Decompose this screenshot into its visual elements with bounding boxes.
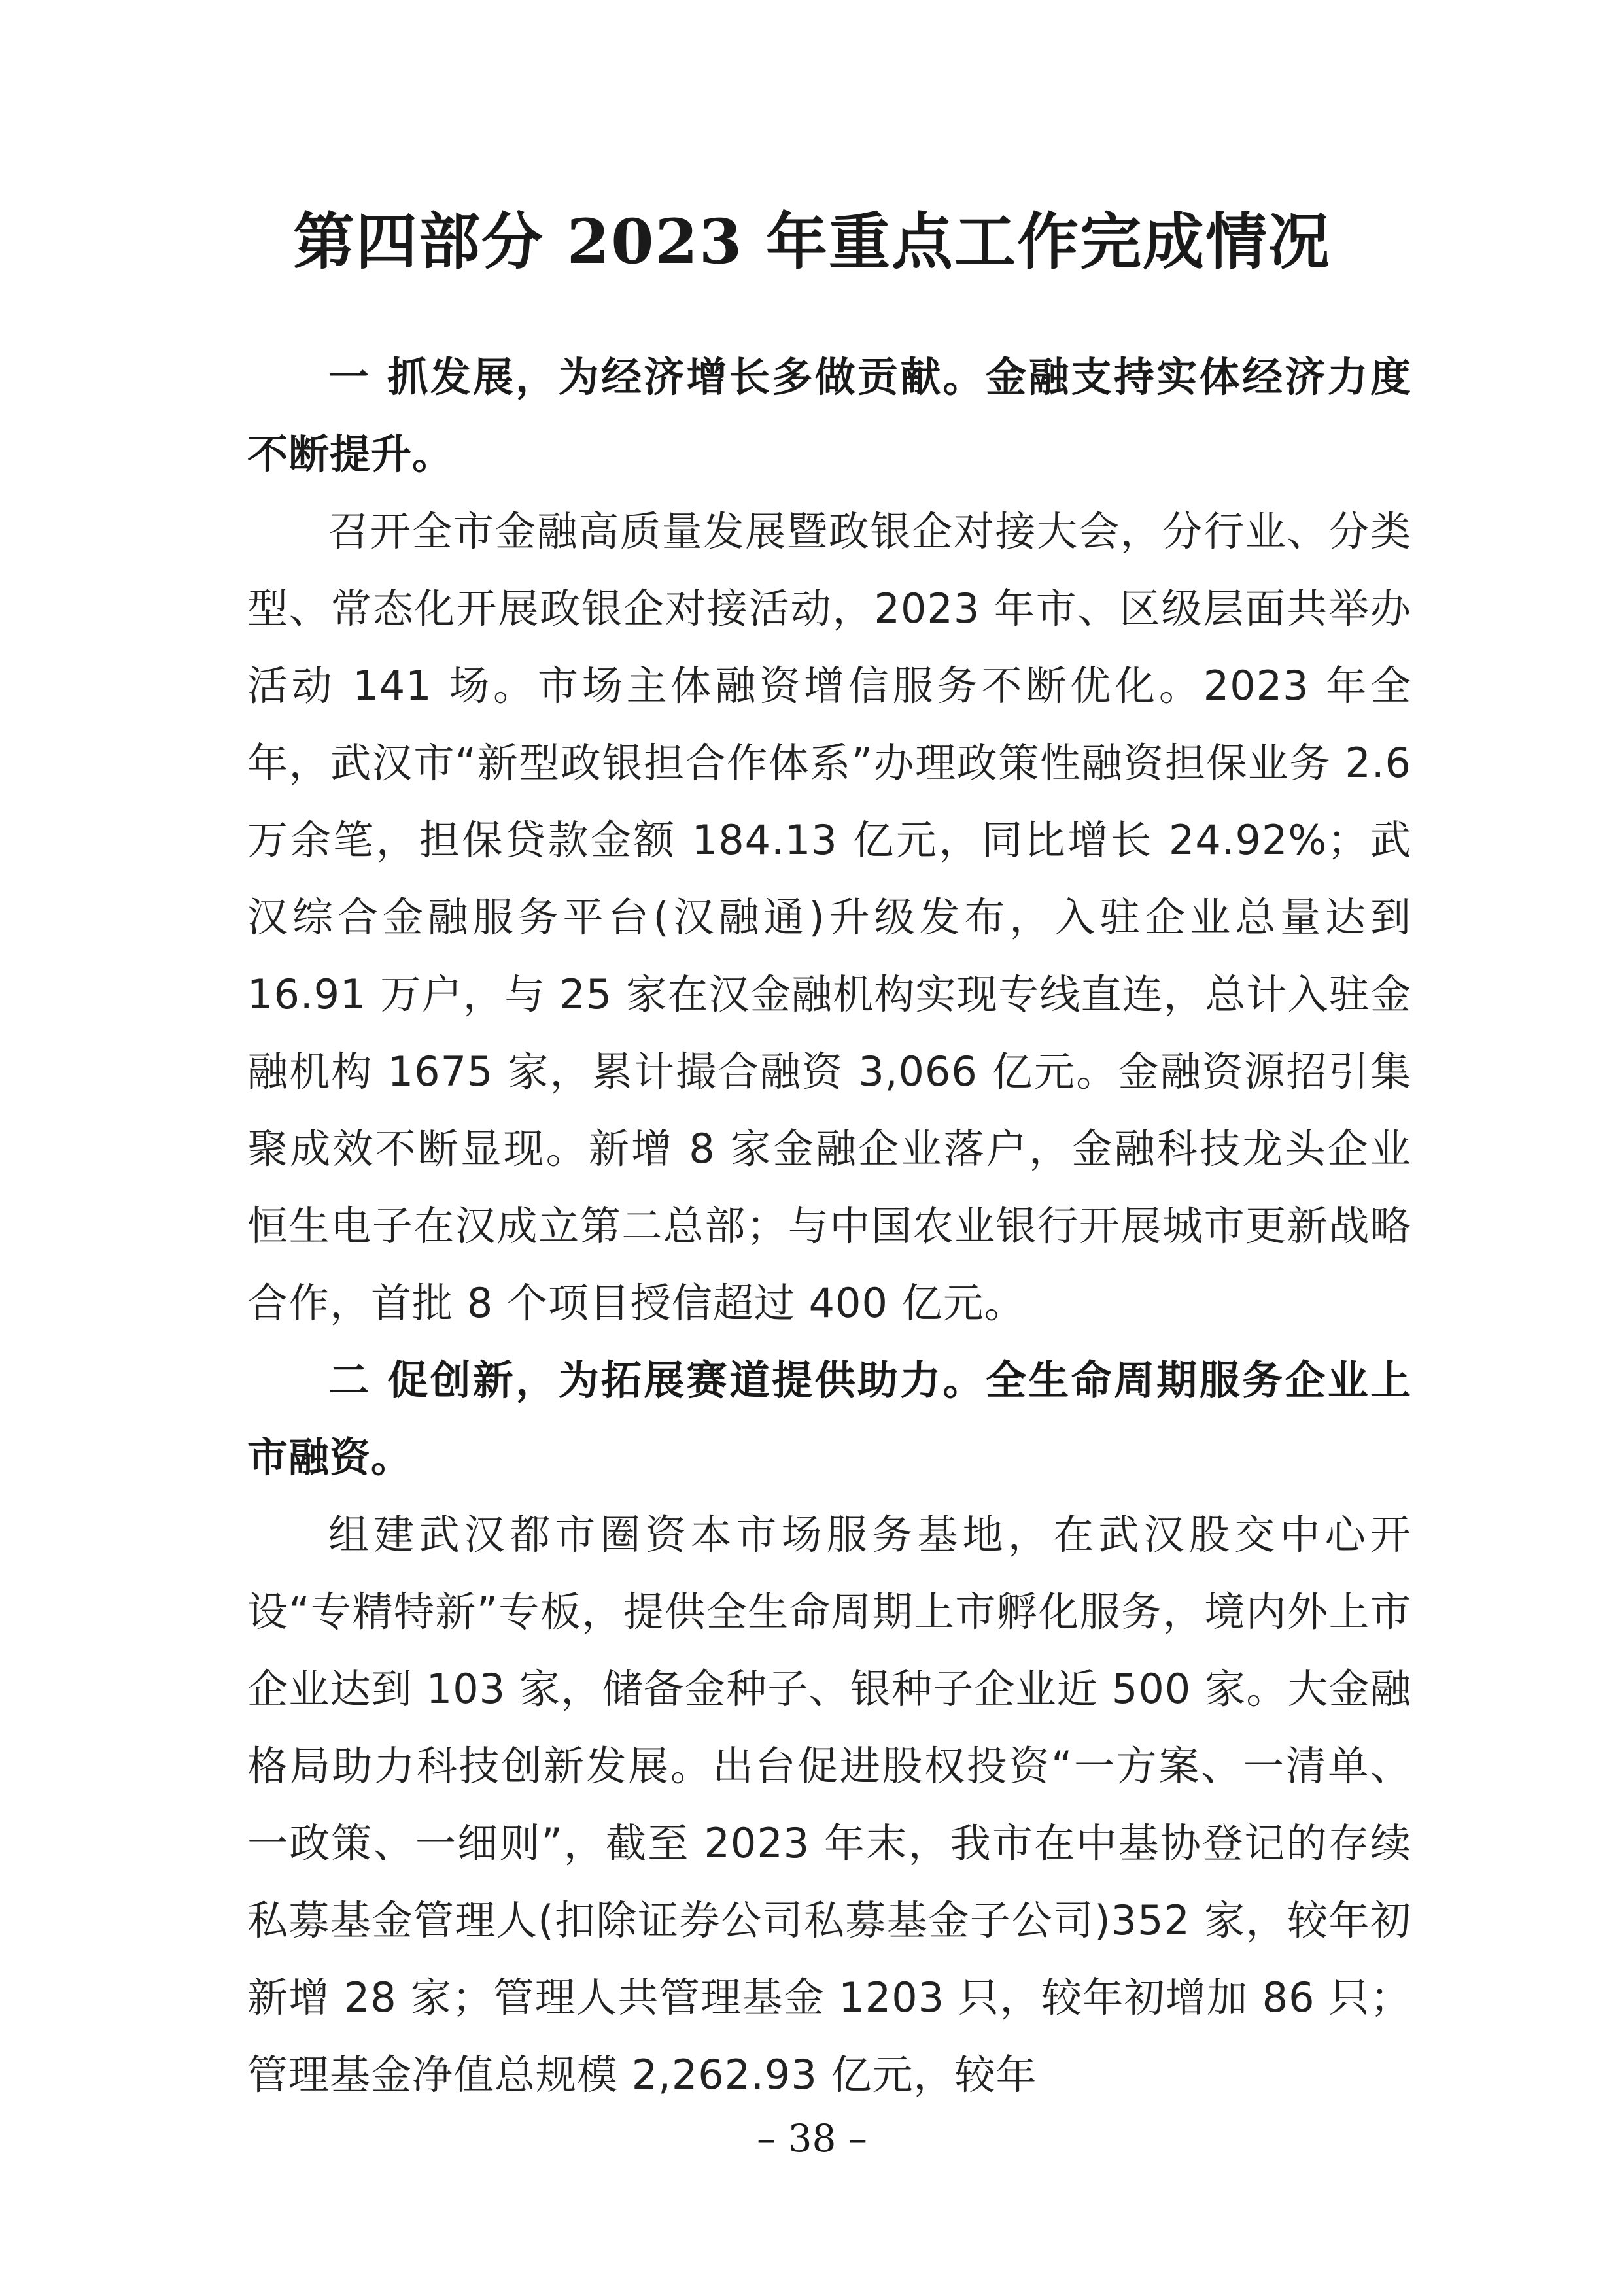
page-title: 第四部分 2023 年重点工作完成情况 [292,206,1332,278]
document-body [247,339,1411,2114]
section-2-paragraph: 组建武汉都市圈资本市场服务基地，在武汉股交中心开设“专精特新”专板，提供全生命周期上市孵化服务，境内外上市企业达到 103 家，储备金种子、银种子企业近 500 家。大金融格局助力科技创新发展。出台促进股权投资“一方案、一清单、一政策、一细则”，截至 2023 年末，我市在中基协登记的存续私募基金管理人(扣除证券公司私募基金子公司)352 家，较年初新增 28 家；管理人共管理基金 1203 只，较年初增加 86 只；管理基金净值总规模 2,262.93 亿元，较年 [247,1511,1411,2099]
section-1-paragraph: 召开全市金融高质量发展暨政银企对接大会，分行业、分类型、常态化开展政银企对接活动，2023 年市、区级层面共举办活动 141 场。市场主体融资增信服务不断优化。2023 年全年，武汉市“新型政银担合作体系”办理政策性融资担保业务 2.6 万余笔，担保贷款金额 184.13 亿元，同比增长 24.92%；武汉综合金融服务平台(汉融通)升级发布，入驻企业总量达到 16.91 万户，与 25 家在汉金融机构实现专线直连，总计入驻金融机构 1675 家，累计撮合融资 3,066 亿元。金融资源招引集聚成效不断显现。新增 8 家金融企业落户，金融科技龙头企业恒生电子在汉成立第二总部；与中国农业银行开展城市更新战略合作，首批 8 个项目授信超过 400 亿元。 [247,507,1411,1327]
page-number: – 38 – [757,2116,867,2161]
section-2-heading: 二 促创新，为拓展赛道提供助力。全生命周期服务企业上市融资。 [247,1356,1411,1481]
section-1-heading: 一 抓发展，为经济增长多做贡献。金融支持实体经济力度不断提升。 [247,353,1411,478]
